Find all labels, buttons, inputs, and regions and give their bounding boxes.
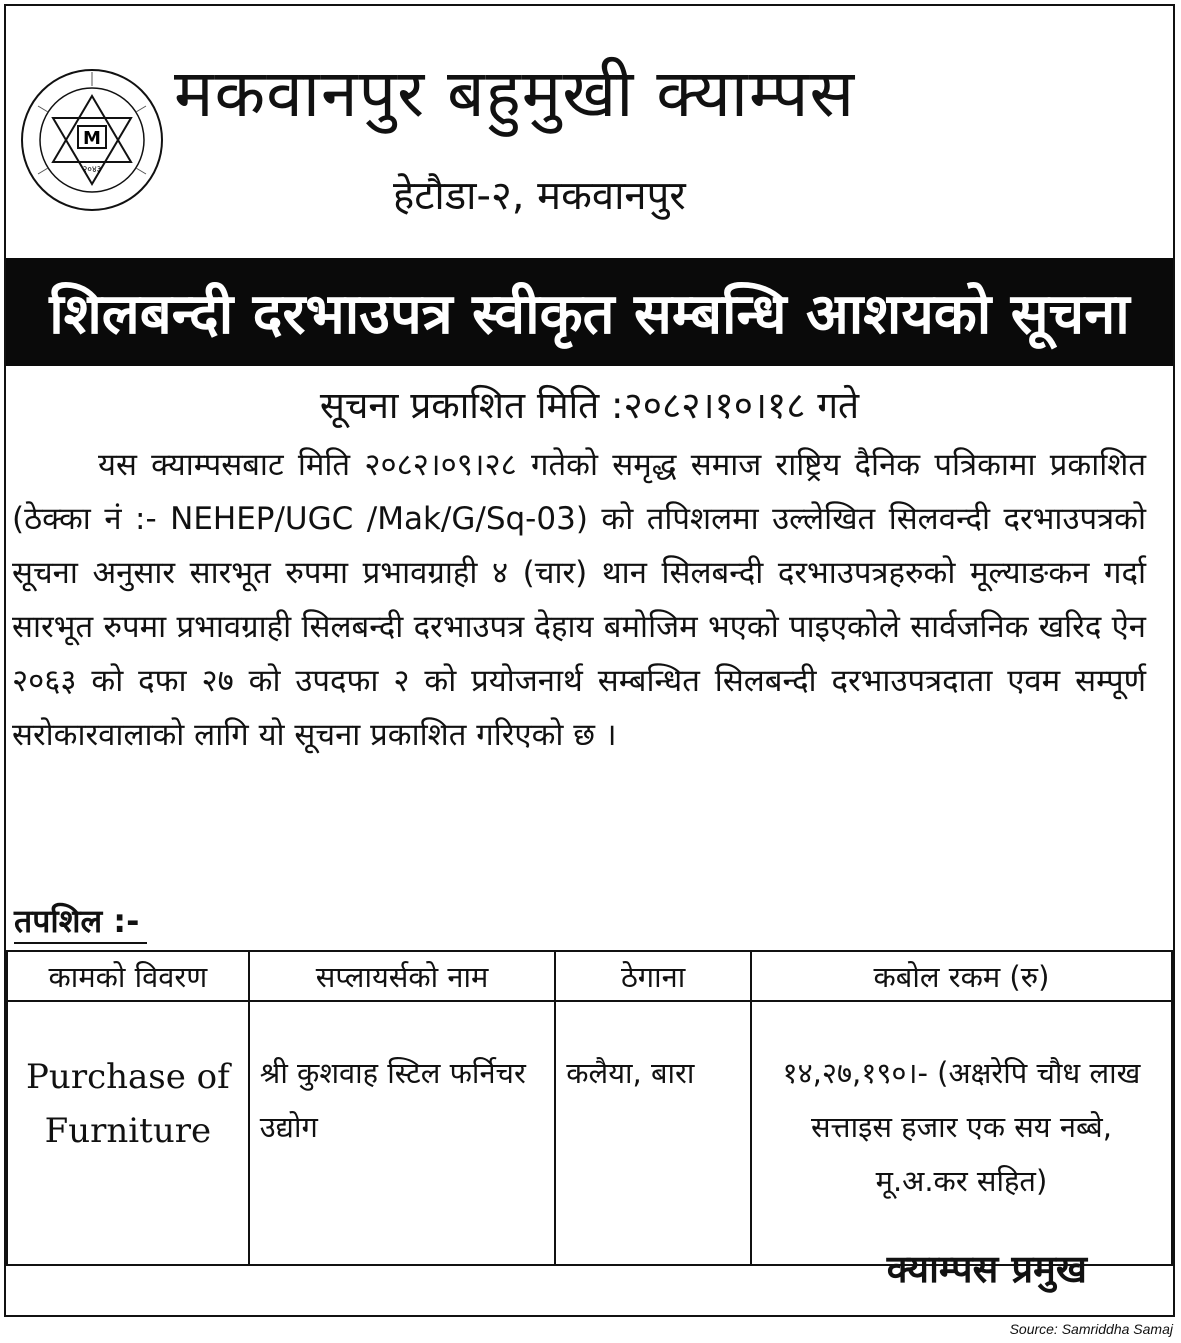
header-work-description: कामको विवरण [7, 951, 249, 1001]
notice-body-text: यस क्याम्पसबाट मिति २०८२।०९।२८ गतेको समृद्ध समाज राष्ट्रिय दैनिक पत्रिकामा प्रकाशित (ठेक्का नं :- NEHEP/UGC /Mak/G/Sq-03) को तपिशलमा उल्लेखित सिलवन्दी दरभाउपत्रको सूचना अनुसार सारभूत रुपमा प्रभावग्राही ४ (चार) थान सिलबन्दी दरभाउपत्रहरुको मूल्याङकन गर्दा सारभूत रुपमा प्रभावग्राही सिलबन्दी दरभाउपत्र देहाय बमोजिम भएको पाइएकोले सार्वजनिक खरिद ऐन २०६३ को दफा २७ को उपदफा २ को प्रयोजनार्थ सम्बन्धित सिलबन्दी दरभाउपत्रदाता एवम सम्पूर्ण सरोकारवालाको लागि यो सूचना प्रकाशित गरिएको छ । [12, 447, 1147, 753]
notice-sheet [4, 4, 1175, 1317]
cell-amount: १४,२७,१९०।- (अक्षरेपि चौध लाख सत्ताइस हजार एक सय नब्बे, मू.अ.कर सहित) [751, 1001, 1172, 1265]
header-address: ठेगाना [555, 951, 751, 1001]
table-row [7, 1001, 1172, 1265]
publish-date: सूचना प्रकाशित मिति :२०८२।१०।१८ गते [319, 384, 860, 427]
campus-seal [18, 66, 166, 214]
header-supplier-name: सप्लायर्सको नाम [249, 951, 556, 1001]
source-credit: Source: Samriddha Samaj [1009, 1321, 1173, 1337]
table-header-row [7, 951, 1172, 1001]
cell-description: Purchase of Furniture [7, 1001, 249, 1265]
seal-center-text: M [83, 128, 101, 149]
cell-supplier: श्री कुशवाह स्टिल फर्निचर उद्योग [249, 1001, 556, 1265]
notice-body [12, 438, 1146, 762]
seal-icon [18, 66, 166, 214]
seal-year-text: २०४३ [82, 165, 102, 175]
campus-name: मकवानपुर बहुमुखी क्याम्पस [174, 55, 856, 132]
header-bid-amount: कबोल रकम (रु) [751, 951, 1172, 1001]
cell-address: कलैया, बारा [555, 1001, 751, 1265]
award-table [6, 950, 1173, 1266]
header [6, 6, 1173, 258]
tapsil-label: तपशिल :- [14, 899, 147, 944]
signature-campus-chief: क्याम्पस प्रमुख [886, 1247, 1087, 1291]
campus-address: हेटौडा-२, मकवानपुर [393, 173, 686, 219]
notice-title-banner: शिलबन्दी दरभाउपत्र स्वीकृत सम्बन्धि आशयको सूचना [6, 258, 1173, 366]
